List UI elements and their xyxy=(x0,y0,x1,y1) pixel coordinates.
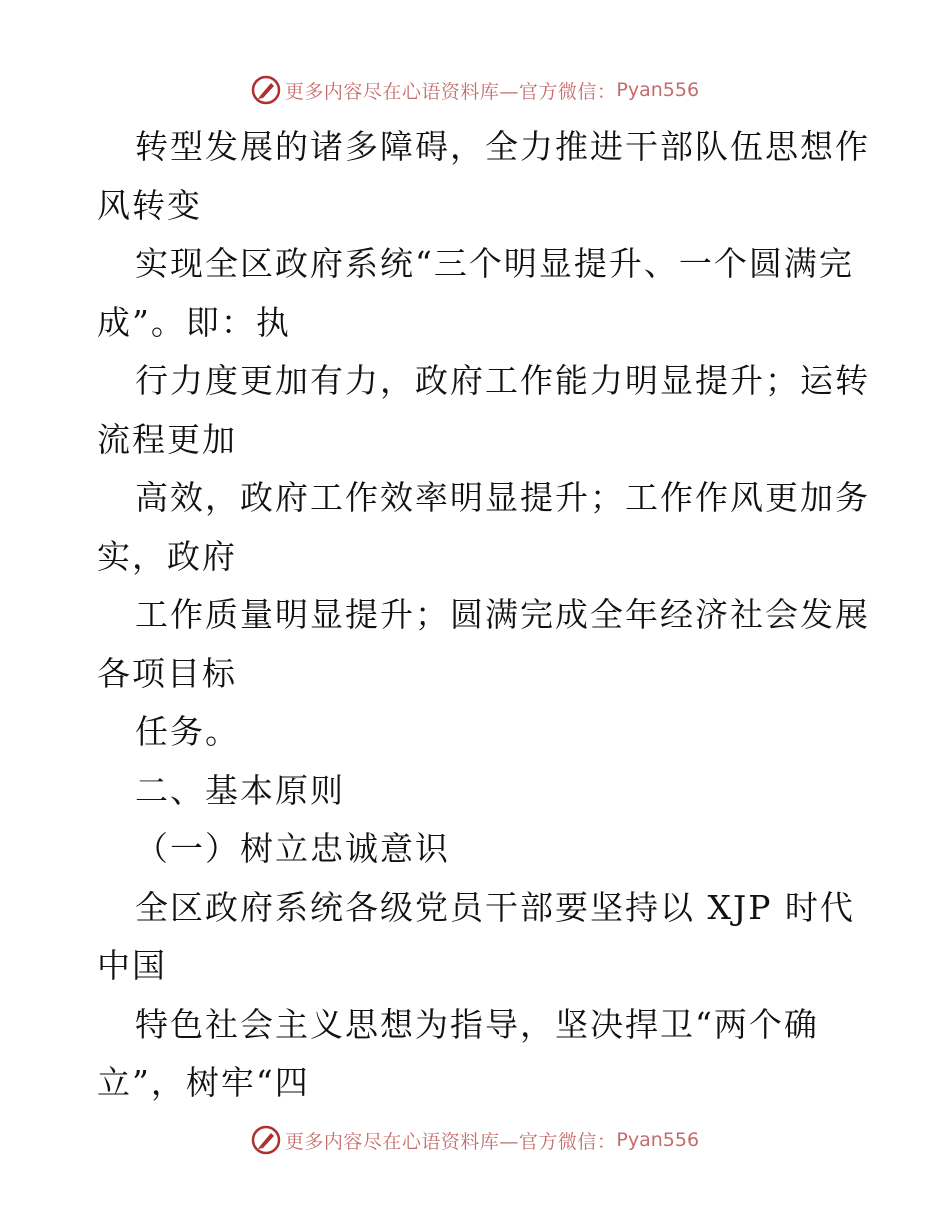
text-line: 工作质量明显提升；圆满完成全年经济社会发展 xyxy=(135,595,870,634)
text-line: 流程更加 xyxy=(97,419,237,459)
text-line: 高效，政府工作效率明显提升；工作作风更加务 xyxy=(135,478,870,517)
text-line: 行力度更加有力，政府工作能力明显提升；运转 xyxy=(135,361,870,400)
text-line: （一）树立忠诚意识 xyxy=(135,829,450,868)
footer-banner xyxy=(0,1120,950,1160)
text-line: 任务。 xyxy=(135,712,240,751)
text-line: 风转变 xyxy=(97,185,202,225)
wechat-id: Pyan556 xyxy=(616,79,700,101)
text-line: 实现全区政府系统“三个明显提升、一个圆满完 xyxy=(135,244,854,283)
pen-logo-icon xyxy=(251,75,281,105)
pen-logo-icon xyxy=(251,1125,281,1155)
text-line: 成”。即：执 xyxy=(97,302,291,342)
text-line: 中国 xyxy=(97,946,167,985)
wechat-id: Pyan556 xyxy=(616,1129,700,1151)
header-banner xyxy=(0,70,950,110)
text-line: 全区政府系统各级党员干部要坚持以 XJP 时代 xyxy=(135,887,855,927)
banner-text: 更多内容尽在心语资料库—官方微信： xyxy=(284,1130,617,1153)
text-line: 转型发展的诸多障碍，全力推进干部队伍思想作 xyxy=(135,127,870,166)
text-line: 特色社会主义思想为指导，坚决捍卫“两个确 xyxy=(135,1004,819,1044)
document-body xyxy=(97,118,870,1113)
text-line: 立”，树牢“四 xyxy=(97,1063,310,1102)
text-line: 二、基本原则 xyxy=(135,770,345,810)
text-line: 各项目标 xyxy=(97,653,237,693)
banner-text: 更多内容尽在心语资料库—官方微信： xyxy=(284,80,617,103)
text-line: 实，政府 xyxy=(97,536,237,576)
